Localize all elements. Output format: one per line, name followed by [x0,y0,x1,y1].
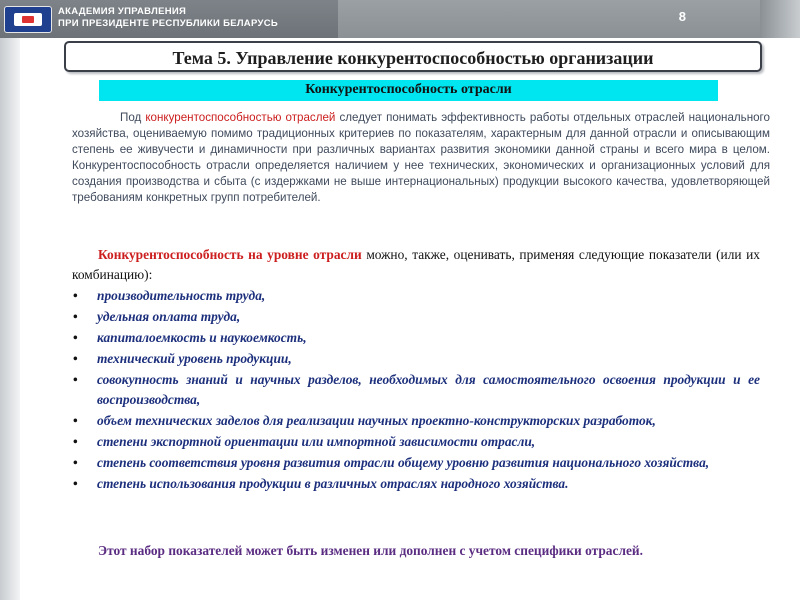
indicators-intro-highlight: Конкурентоспособность на уровне отрасли [98,247,362,262]
logo-area [0,0,338,38]
list-item [72,453,760,473]
academy-logo-icon [4,6,52,33]
list-item [72,474,760,494]
list-item-text: технический уровень продукции, [97,351,292,367]
list-item [72,349,760,369]
list-item-text: степень использования продукции в различных отраслях народного хозяйства. [97,476,569,492]
list-item-text: удельная оплата труда, [97,309,241,325]
org-name-line1: АКАДЕМИЯ УПРАВЛЕНИЯ [58,6,187,17]
bullet-icon: • [73,330,78,346]
header-bar [0,0,800,38]
list-item [72,411,760,431]
list-item [72,328,760,348]
header-fade [760,0,800,38]
list-item [72,370,760,409]
definition-body: следует понимать эффективность работы отдельных отраслей национального хозяйства, оцениваемую помимо традиционных критериев по показателям, характерным для данной отрасли и описывающим степень ее живучести и динамичности при различных вариантах развития экономики данной страны и всего мира в целом. Конкурентоспособность отрасли определяется наличием у нее технических, экономических и организационных условий для создания производства и сбыта (с издержками не выше интернациональных) продукции высокого качества, удовлетворяющей требованиям конкретных групп потребителей. [72,111,770,205]
bullet-icon: • [73,372,78,388]
list-item [72,286,760,306]
org-name-line2: ПРИ ПРЕЗИДЕНТЕ РЕСПУБЛИКИ БЕЛАРУСЬ [58,18,278,29]
bullet-icon: • [73,309,78,325]
page-number: 8 [678,9,686,24]
left-decor-stripe [0,38,20,600]
definition-highlight: конкурентоспособностью отраслей [145,111,336,124]
bullet-icon: • [73,434,78,450]
list-item-text: совокупность знаний и научных разделов, необходимых для самостоятельного освоения продукции и ее воспроизводства, [97,372,760,407]
indicators-intro-paragraph [72,245,760,285]
bullet-icon: • [73,351,78,367]
list-item [72,307,760,327]
slide-subtitle: Конкурентоспособность отрасли [305,82,512,97]
list-item-text: степень соответствия уровня развития отрасли общему уровню развития национального хозяйства, [97,455,710,471]
list-item-text: производительность труда, [97,288,266,303]
indicator-list [72,286,760,495]
list-item-text: степени экспортной ориентации или импортной зависимости отрасли, [97,434,536,450]
bullet-icon: • [73,413,78,429]
list-item [72,432,760,452]
definition-lead: Под [120,111,142,124]
list-item-text: капиталоемкость и наукоемкость, [97,330,307,346]
definition-paragraph [72,110,770,207]
list-item-text: объем технических заделов для реализации научных проектно-конструкторских разработок, [97,413,656,429]
subtitle-bar [99,80,718,101]
bullet-icon: • [73,476,78,492]
title-box [64,41,762,72]
indicators-intro-body: можно, также, оценивать, применяя следующие показатели (или их комбинацию): [72,247,760,282]
closing-paragraph: Этот набор показателей может быть изменен или дополнен с учетом специфики отраслей. [98,543,643,558]
slide-title: Тема 5. Управление конкурентоспособностью организации [172,48,654,68]
bullet-icon: • [73,455,78,471]
bullet-icon: • [73,288,78,303]
